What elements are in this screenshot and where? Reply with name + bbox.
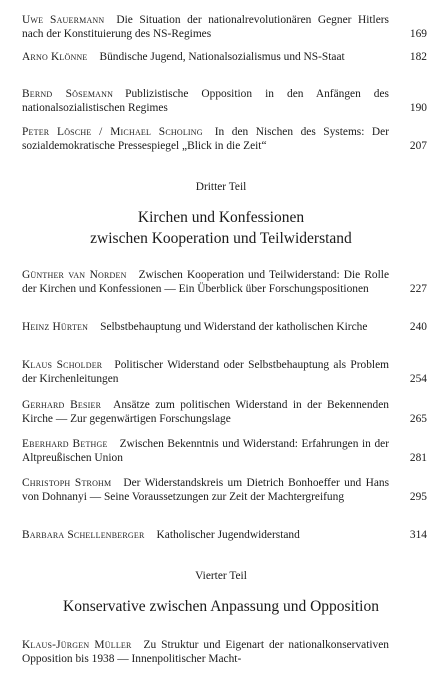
part-title: Konservative zwischen Anpassung und Opposition (63, 598, 379, 615)
entry-author: Barbara Schellenberger (22, 529, 145, 541)
part-title-line2: zwischen Kooperation und Teilwiderstand (90, 230, 352, 247)
toc-entry (22, 638, 427, 667)
toc-entry (22, 476, 427, 505)
part-label: Dritter Teil (195, 181, 247, 193)
entry-author: Gerhard Besier (22, 399, 102, 411)
entry-author: Bernd Sösemann (22, 88, 114, 100)
entry-page-number: 265 (409, 413, 427, 426)
toc-entry (22, 87, 427, 116)
entry-page-number: 295 (409, 491, 427, 504)
entry-title: In den Nischen des Systems: Der sozialdemokratische Pressespiegel „Blick in die Zeit“ (22, 126, 389, 153)
entry-author: Heinz Hürten (22, 321, 89, 333)
toc-entry (22, 398, 427, 427)
entry-title: Politischer Widerstand oder Selbstbehauptung als Problem der Kirchenleitungen (22, 359, 389, 386)
entry-page-number: 281 (409, 452, 427, 465)
entry-title: Zwischen Kooperation und Teilwiderstand: Die Rolle der Kirchen und Konfessionen — Ein Überblick über Forschungspositionen (22, 269, 389, 296)
entry-title: Katholischer Jugendwiderstand (156, 529, 300, 541)
toc-entry (22, 268, 427, 297)
entry-title: Die Situation der nationalrevolutionären Gegner Hitlers nach der Konstituierung des NS-Regimes (22, 14, 389, 41)
entry-author: Günther van Norden (22, 269, 127, 281)
entry-author: Klaus-Jürgen Müller (22, 639, 132, 651)
toc-entry (22, 320, 427, 334)
entry-page-number: 254 (409, 373, 427, 386)
toc-entry (22, 528, 427, 542)
entry-page-number: 227 (409, 283, 427, 296)
entry-author: Eberhard Bethge (22, 438, 108, 450)
entry-title: Selbstbehauptung und Widerstand der katholischen Kirche (100, 321, 368, 333)
entry-title: Bündische Jugend, Nationalsozialismus und NS-Staat (99, 51, 345, 63)
entry-title: Zu Struktur und Eigenart der nationalkonservativen Opposition bis 1938 — Innenpolitischer Macht- (22, 639, 390, 666)
toc-entry (22, 125, 427, 154)
toc-entry (22, 358, 427, 387)
entry-author: Uwe Sauermann (22, 14, 105, 26)
entry-author: Peter Lösche / Michael Scholing (22, 126, 203, 138)
toc-entry (22, 13, 427, 42)
entry-page-number: 190 (409, 102, 427, 115)
entry-title: Zwischen Bekenntnis und Widerstand: Erfahrungen in der Altpreußischen Union (22, 438, 389, 465)
entry-title: Publizistische Opposition in den Anfängen des nationalsozialistischen Regimes (22, 88, 389, 115)
entry-page-number: 169 (409, 28, 427, 41)
entry-title: Der Widerstandskreis um Dietrich Bonhoeffer und Hans von Dohnanyi — Seine Voraussetzungen zur Zeit der Machtergreifung (22, 477, 389, 504)
entry-page-number: 207 (409, 140, 427, 153)
toc-entry (22, 437, 427, 466)
part-label: Vierter Teil (195, 570, 247, 582)
entry-author: Arno Klönne (22, 51, 88, 63)
entry-author: Klaus Scholder (22, 359, 103, 371)
entry-author: Christoph Strohm (22, 477, 112, 489)
entry-page-number: 240 (409, 321, 427, 333)
part-title-line1: Kirchen und Konfessionen (137, 209, 305, 226)
entry-title: Ansätze zum politischen Widerstand in der Bekennenden Kirche — Zur gegenwärtigen Forschungslage (22, 399, 389, 426)
entry-page-number: 314 (409, 529, 427, 541)
entry-page-number: 182 (409, 51, 427, 63)
toc-entry (22, 50, 427, 64)
